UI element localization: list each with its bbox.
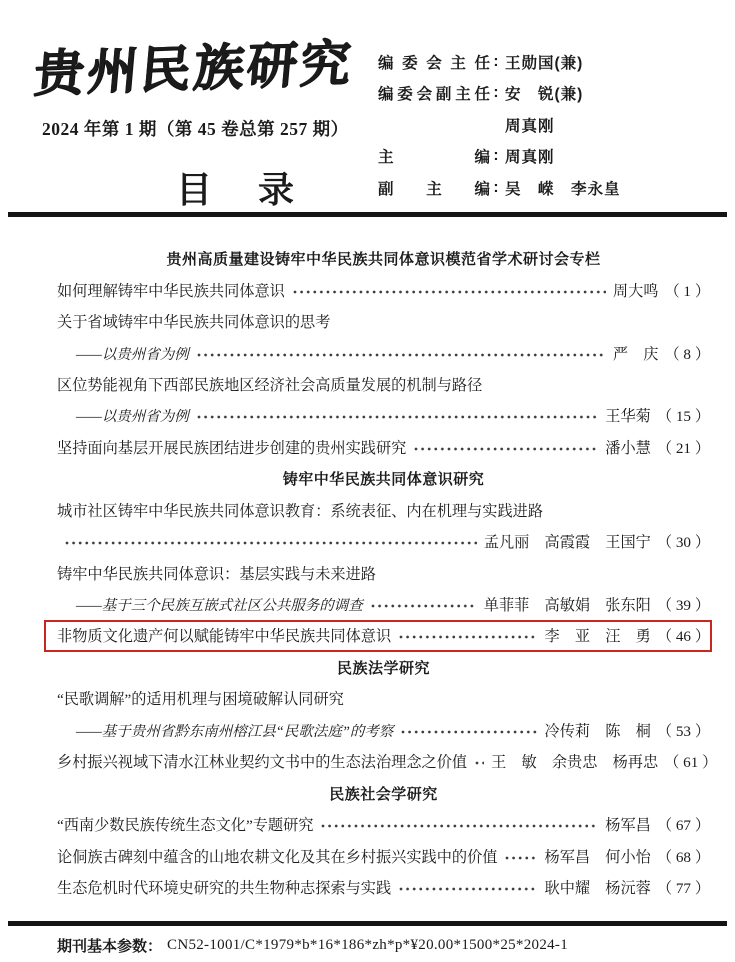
toc-entry-title <box>57 369 710 400</box>
entry-title: ——基于三个民族互嵌式社区公共服务的调查 <box>76 598 363 615</box>
dotted-leader <box>320 822 598 831</box>
entry-authors: 杨军昌 何小怡 <box>544 848 651 866</box>
dotted-leader <box>504 854 537 863</box>
entry-authors: 严 庆 <box>612 345 659 363</box>
toc-entry[interactable] <box>57 337 710 368</box>
dotted-leader <box>398 885 537 894</box>
toc-entry-title <box>57 495 710 526</box>
entry-title: ——以贵州省为例 <box>76 409 189 426</box>
toc-entry-title <box>57 306 710 337</box>
header-divider <box>8 212 727 217</box>
toc-entry[interactable] <box>57 526 710 557</box>
entry-title: 铸牢中华民族共同体意识：基层实践与未来进路 <box>57 565 376 583</box>
toc-title: 目 录 <box>176 169 300 210</box>
entry-title: ——基于贵州省黔东南州榕江县“民歌法庭”的考察 <box>76 723 394 740</box>
toc-entry[interactable] <box>57 840 710 871</box>
footer-divider <box>8 921 727 926</box>
editorial-row-chief-editor <box>378 141 621 173</box>
toc-entry[interactable] <box>57 809 710 840</box>
journal-parameters-value: CN52-1001/C*1979*b*16*186*zh*p*¥20.00*1500*25*2024-1 <box>167 936 569 953</box>
editorial-value: 王勋国(兼) <box>505 54 584 72</box>
entry-page-number: （ 1 ） <box>664 282 710 300</box>
entry-page-number: （ 15 ） <box>656 408 710 426</box>
toc-entry[interactable] <box>57 872 710 903</box>
entry-title: 生态危机时代环境史研究的共生物种志探索与实践 <box>57 879 392 897</box>
issue-line: 2024 年第 1 期（第 45 卷总第 257 期） <box>42 119 349 139</box>
editorial-colon: : <box>493 84 499 102</box>
dotted-leader <box>196 351 606 360</box>
entry-title: “民歌调解”的适用机理与困境破解认同研究 <box>57 691 344 709</box>
entry-title: 关于省域铸牢中华民族共同体意识的思考 <box>57 314 331 332</box>
toc-entry[interactable] <box>57 715 710 746</box>
entry-authors: 孟凡丽 高霞霞 王国宁 <box>483 534 651 552</box>
entry-page-number: （ 30 ） <box>656 534 710 552</box>
entry-authors: 冷传莉 陈 桐 <box>544 722 651 740</box>
toc-entry[interactable] <box>57 746 718 777</box>
entry-page-number: （ 21 ） <box>656 439 710 457</box>
dotted-leader <box>413 445 598 454</box>
dotted-leader <box>370 602 477 611</box>
entry-title: 乡村振兴视域下清水江林业契约文书中的生态法治理念之价值 <box>57 754 468 772</box>
entry-title: “西南少数民族传统生态文化”专题研究 <box>57 817 314 835</box>
entry-authors: 单菲菲 高敏娟 张东阳 <box>483 597 651 615</box>
toc-entry[interactable] <box>57 432 710 463</box>
entry-title: 城市社区铸牢中华民族共同体意识教育：系统表征、内在机理与实践进路 <box>57 502 543 520</box>
editorial-label: 编委会副主任 <box>378 86 490 104</box>
section-heading: 民族法学研究 <box>336 659 430 677</box>
entry-authors: 潘小慧 <box>605 439 651 457</box>
entry-page-number: （ 39 ） <box>656 597 710 615</box>
editorial-value: 周真刚 <box>505 117 555 135</box>
entry-authors: 李 亚 汪 勇 <box>544 628 651 646</box>
entry-page-number: （ 67 ） <box>656 817 710 835</box>
dotted-leader <box>292 288 606 297</box>
toc-entry-highlighted[interactable] <box>44 620 712 651</box>
section-heading: 铸牢中华民族共同体意识研究 <box>282 471 485 489</box>
entry-page-number: （ 46 ） <box>656 628 710 646</box>
entry-title: 坚持面向基层开展民族团结进步创建的贵州实践研究 <box>57 439 407 457</box>
journal-logo: 贵州民族研究 <box>31 32 356 103</box>
editorial-colon: : <box>493 52 499 70</box>
editorial-row-deputy-chief-editor <box>378 172 621 204</box>
entry-authors: 杨军昌 <box>605 817 651 835</box>
toc-entry[interactable] <box>57 400 710 431</box>
entry-page-number: （ 8 ） <box>664 345 710 363</box>
dotted-leader <box>400 728 537 737</box>
dotted-leader <box>398 633 537 642</box>
entry-title: 非物质文化遗产何以赋能铸牢中华民族共同体意识 <box>57 628 392 646</box>
editorial-value: 吴 嵘 李永皇 <box>505 180 621 198</box>
toc-entry-title <box>57 557 710 588</box>
entry-title: 区位势能视角下西部民族地区经济社会高质量发展的机制与路径 <box>57 376 483 394</box>
editorial-row-director <box>378 46 621 78</box>
entry-page-number: （ 77 ） <box>656 879 710 897</box>
editorial-colon: : <box>493 178 499 196</box>
toc <box>57 243 718 903</box>
entry-page-number: （ 61 ） <box>664 754 718 772</box>
entry-authors: 耿中耀 杨沅蓉 <box>544 879 651 897</box>
entry-authors: 王 敏 余贵忠 杨再忠 <box>491 754 659 772</box>
dotted-leader <box>64 539 477 548</box>
editorial-board <box>378 46 621 204</box>
section-heading: 民族社会学研究 <box>329 785 438 803</box>
dotted-leader <box>474 759 484 768</box>
journal-parameters-label: 期刊基本参数： <box>57 937 163 955</box>
entry-title: 论侗族古碑刻中蕴含的山地农耕文化及其在乡村振兴实践中的价值 <box>57 848 498 866</box>
journal-parameters <box>57 931 568 959</box>
editorial-label: 主编 <box>378 149 490 167</box>
editorial-label: 副主编 <box>378 180 490 198</box>
editorial-label: 编委会主任 <box>378 54 490 72</box>
entry-page-number: （ 68 ） <box>656 848 710 866</box>
dotted-leader <box>196 413 598 422</box>
entry-title: ——以贵州省为例 <box>76 346 189 363</box>
editorial-value: 周真刚 <box>505 149 555 167</box>
entry-page-number: （ 53 ） <box>656 722 710 740</box>
entry-authors: 周大鸣 <box>612 282 659 300</box>
editorial-row-deputy-director <box>378 78 621 110</box>
toc-entry-title <box>57 683 710 714</box>
editorial-row-deputy-director-2 <box>378 109 621 141</box>
editorial-colon: : <box>493 147 499 165</box>
toc-entry[interactable] <box>57 274 710 305</box>
toc-entry[interactable] <box>57 589 710 620</box>
entry-authors: 王华菊 <box>605 408 651 426</box>
editorial-value: 安 锐(兼) <box>505 86 584 104</box>
entry-title: 如何理解铸牢中华民族共同体意识 <box>57 282 285 300</box>
section-heading: 贵州高质量建设铸牢中华民族共同体意识模范省学术研讨会专栏 <box>166 251 601 269</box>
